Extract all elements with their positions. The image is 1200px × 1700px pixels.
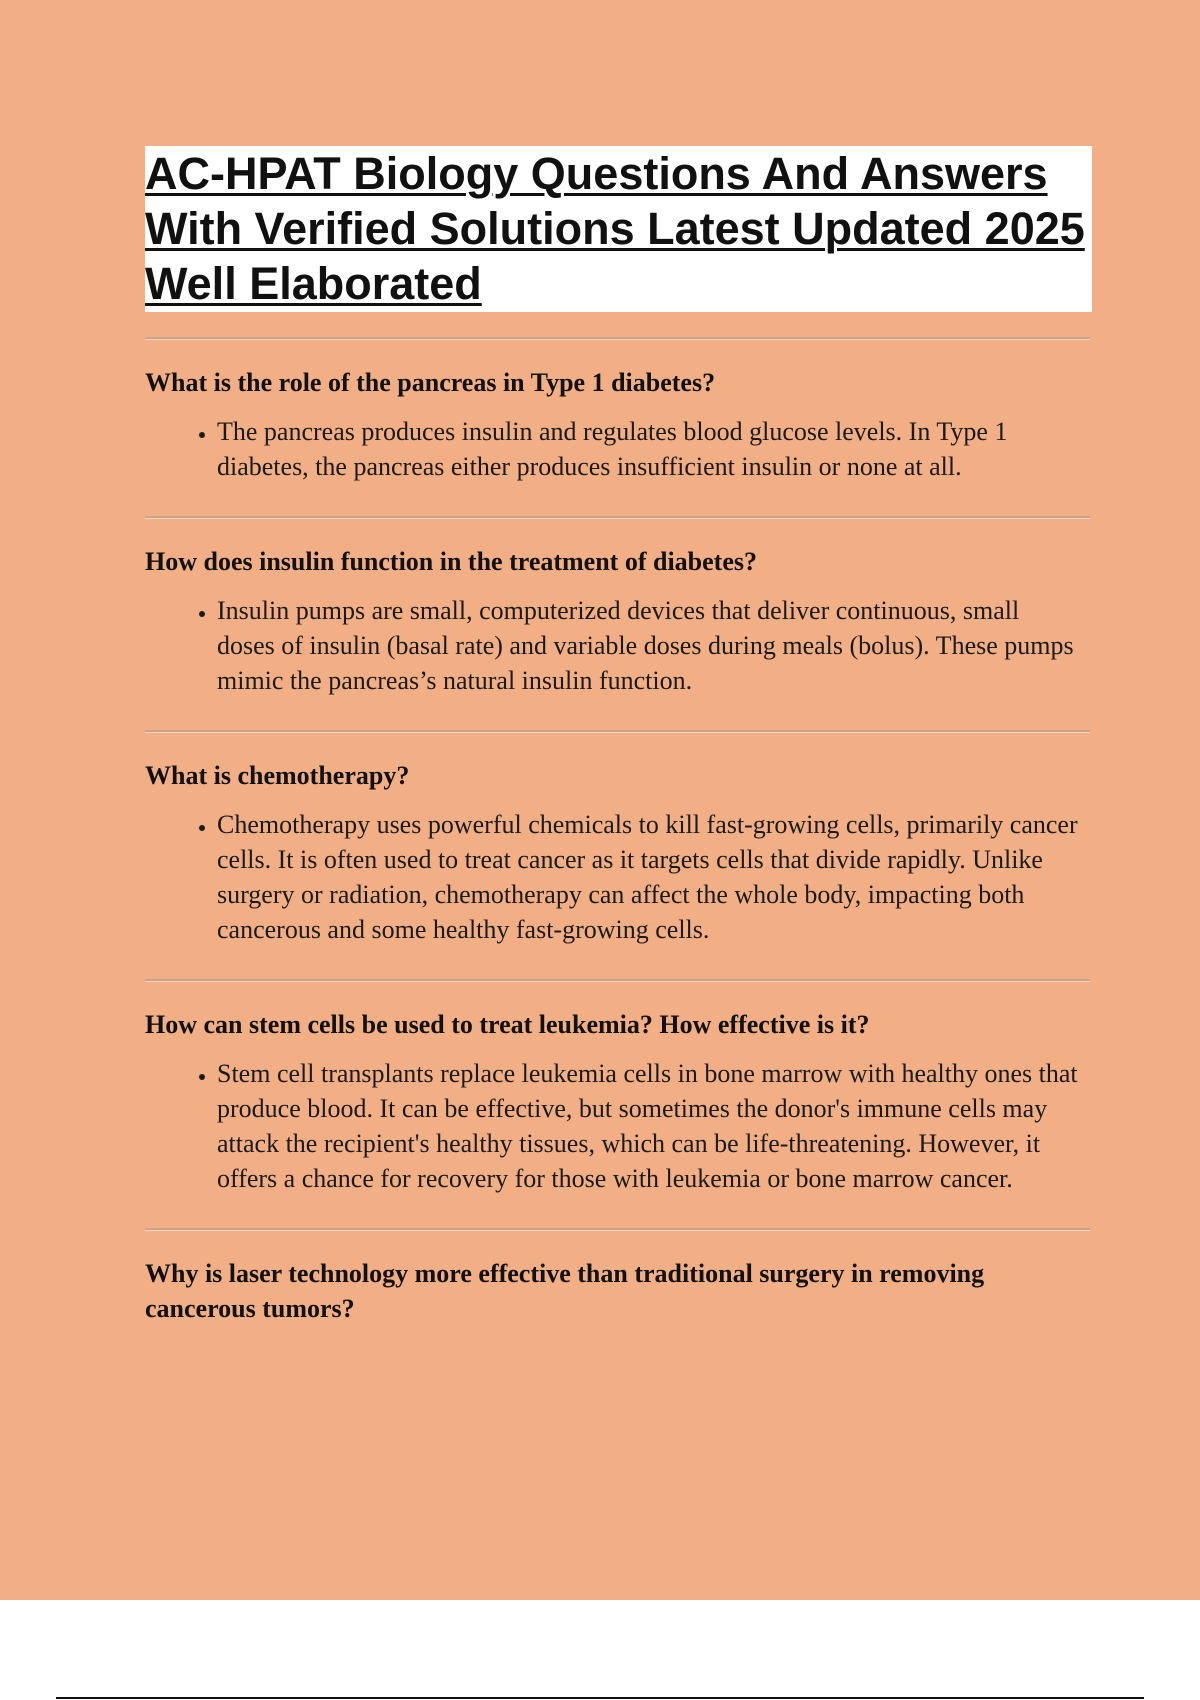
title-box	[145, 146, 1092, 312]
qa-item	[145, 733, 1090, 979]
answer-list	[145, 414, 1090, 484]
answer-text: • The pancreas produces insulin and regulates blood glucose levels. In Type 1 diabetes, the pancreas either produces insufficient insulin or none at all.	[217, 414, 1090, 484]
question-text: What is chemotherapy?	[145, 761, 410, 790]
qa-item	[145, 340, 1090, 516]
question-text: How does insulin function in the treatment of diabetes?	[145, 547, 757, 576]
qa-item	[145, 1231, 1090, 1358]
question-text: How can stem cells be used to treat leukemia? How effective is it?	[145, 1010, 870, 1039]
answer-list	[145, 807, 1090, 947]
qa-content	[145, 337, 1090, 1358]
document-title	[145, 146, 1092, 311]
footer-rule	[56, 1697, 1144, 1699]
answer-text: • Stem cell transplants replace leukemia cells in bone marrow with healthy ones that produce blood. It can be effective, but sometimes the donor's immune cells may attack the recipient's healthy tissues, which can be life-threatening. However, it offers a chance for recovery for those with leukemia or bone marrow cancer.	[217, 1056, 1090, 1196]
answer-text: • Insulin pumps are small, computerized devices that deliver continuous, small doses of insulin (basal rate) and variable doses during meals (bolus). These pumps mimic the pancreas’s natural insulin function.	[217, 593, 1090, 698]
qa-item	[145, 982, 1090, 1228]
document-title-text: AC-HPAT Biology Questions And Answers With Verified Solutions Latest Updated 2025 Well Elaborated	[145, 148, 1085, 309]
answer-list	[145, 593, 1090, 698]
question-text: What is the role of the pancreas in Type 1 diabetes?	[145, 368, 716, 397]
answer-list	[145, 1056, 1090, 1196]
qa-item	[145, 519, 1090, 730]
answer-text: • Chemotherapy uses powerful chemicals to kill fast-growing cells, primarily cancer cells. It is often used to treat cancer as it targets cells that divide rapidly. Unlike surgery or radiation, chemotherapy can affect the whole body, impacting both cancerous and some healthy fast-growing cells.	[217, 807, 1090, 947]
question-text: Why is laser technology more effective than traditional surgery in removing cancerous tumors?	[145, 1259, 985, 1323]
